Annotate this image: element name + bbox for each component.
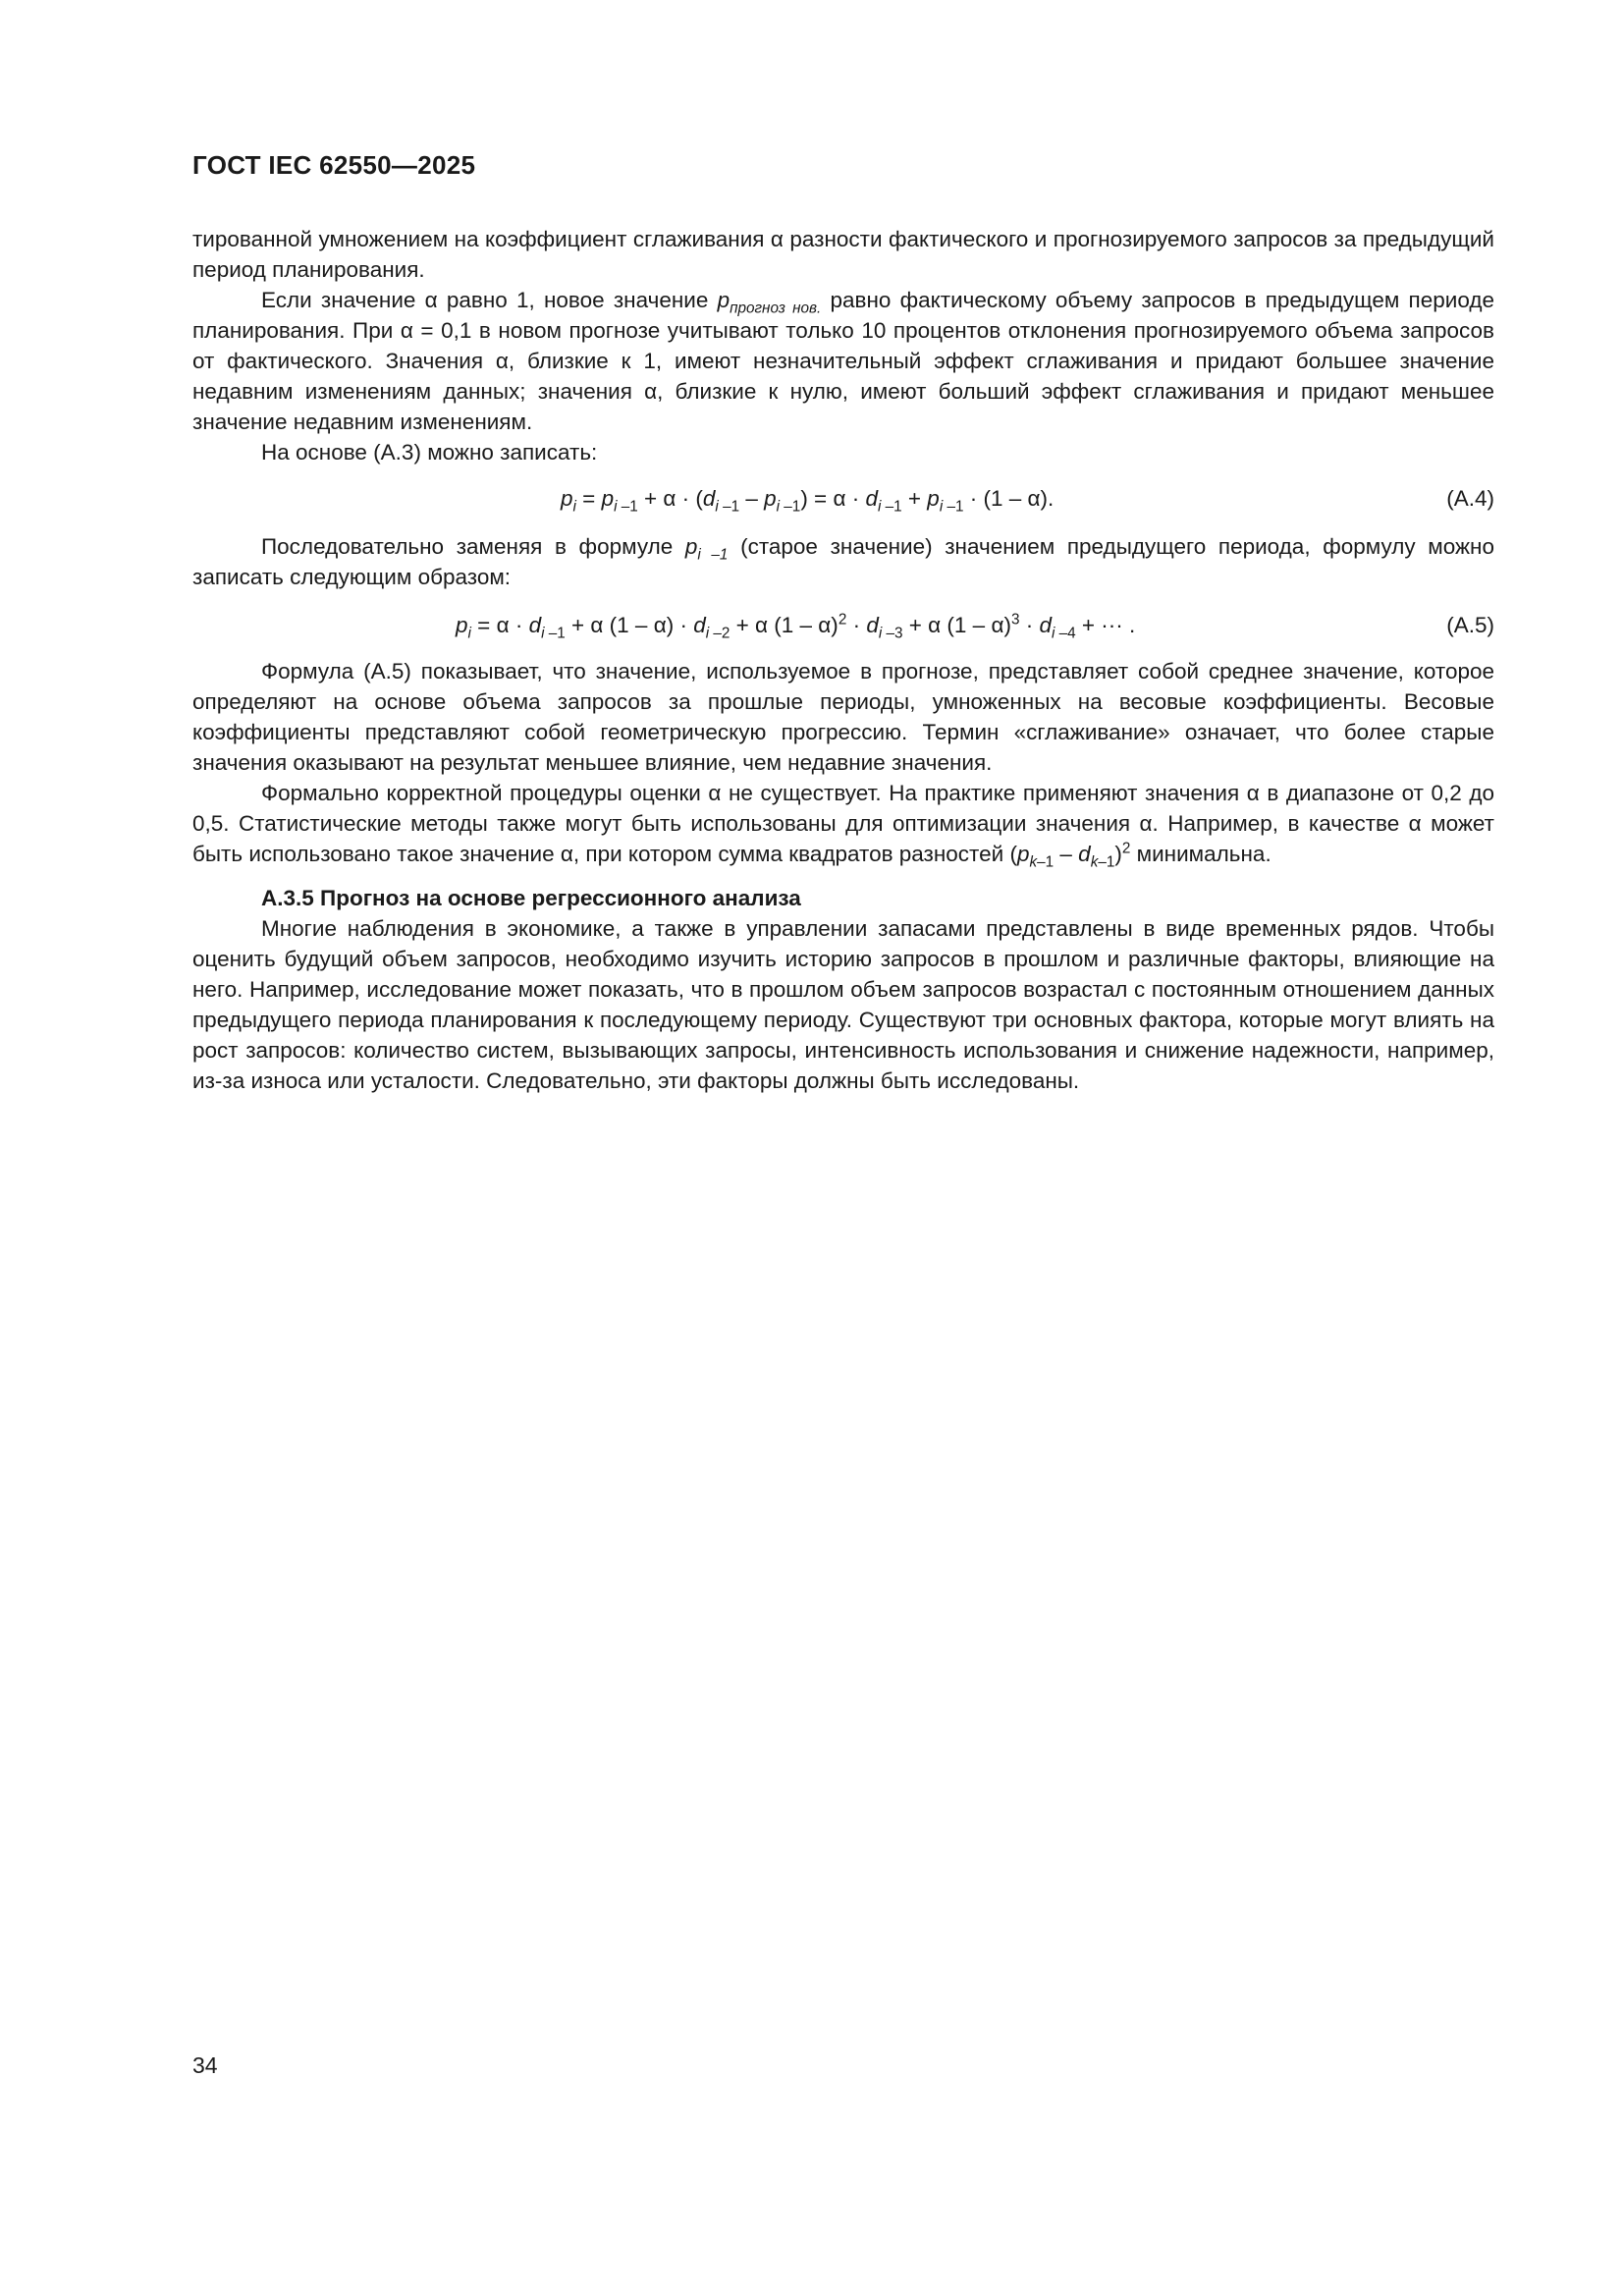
formula-a4-number: (А.4) [1446, 486, 1494, 511]
formula-a5-expression: $p_i = \alpha \cdot d_{i -1} + \alpha$ $(1 - \alpha) \cdot d_{i -2} + \alpha$ $(1 - \alpha)^2 \cdot d_{i -3} + \alpha$ $(1 - \alpha)^3 \cdot d_{i -4}$ + ··· . [456, 611, 1136, 642]
paragraph-continuation: тированной умножением на коэффициент сглаживания α разности фактического и прогнозируемого запросов за предыдущий период планирования. [192, 227, 1494, 282]
page-number: 34 [192, 2052, 218, 2078]
paragraph-formula-a5-explanation: Формула (А.5) показывает, что значение, используемое в прогнозе, представляет собой среднее значение, которое определяют на основе объема запросов за прошлые периоды, умноженных на весовые коэффициенты. Весовые коэффициенты представляют собой геометрическую прогрессию. Термин «сглаживание» означает, что более старые значения оказывают на результат меньшее влияние, чем недавние значения. [192, 659, 1494, 775]
paragraph-alpha-estimation: Формально корректной процедуры оценки α не существует. На практике применяют значения α в диапазоне от 0,2 до 0,5. Статистические методы также могут быть использованы для оптимизации значения α. Например, в качестве α может быть использовано такое значение α, при котором сумма квадратов разностей $(p_{k-1} - d_{k-1})^2$ минимальна. [192, 781, 1494, 871]
paragraph-alpha-effect: Если значение α равно 1, новое значение $p_{прогноз нов.}$ равно фактическому объему запросов в предыдущем периоде планирования. При α = 0,1 в новом прогнозе учитывают только 10 процентов отклонения прогнозируемого объема запросов от фактического. Значения α, близкие к 1, имеют незначительный эффект сглаживания и придают большее значение недавним изменениям данных; значения α, близкие к нулю, имеют больший эффект сглаживания и придают меньшее значение недавним изменениям. [192, 288, 1495, 434]
paragraph-based-on-a3: На основе (А.3) можно записать: [261, 440, 598, 465]
paragraph-substitution: Последовательно заменяя в формуле $p_{i -1}$ (старое значение) значением предыдущего периода, формулу можно записать следующим образом: [192, 534, 1494, 589]
formula-a5-number: (А.5) [1446, 613, 1494, 637]
formula-a5 [192, 610, 1494, 640]
page-body [192, 224, 1494, 1096]
formula-a4 [192, 483, 1494, 514]
document-title: ГОСТ IEC 62550—2025 [192, 150, 476, 180]
paragraph-time-series: Многие наблюдения в экономике, а также в управлении запасами представлены в виде временных рядов. Чтобы оценить будущий объем запросов, необходимо изучить историю запросов в прошлом и различные факторы, влияющие на него. Например, исследование может показать, что в прошлом объем запросов возрастал с постоянным отношением данных предыдущего периода планирования к последующему периоду. Существуют три основных фактора, которые могут влиять на рост запросов: количество систем, вызывающих запросы, интенсивность использования и снижение надежности, например, из-за износа или усталости. Следовательно, эти факторы должны быть исследованы. [192, 916, 1494, 1093]
formula-a4-expression: $p_i = p_{i -1} + \alpha \cdot (d_{i -1} - p_{i -1}) = \alpha \cdot d_{i -1} + p_{i -1} \cdot (1 - \alpha)$. [561, 486, 1055, 516]
section-heading-a35: А.3.5 Прогноз на основе регрессионного анализа [261, 886, 801, 910]
